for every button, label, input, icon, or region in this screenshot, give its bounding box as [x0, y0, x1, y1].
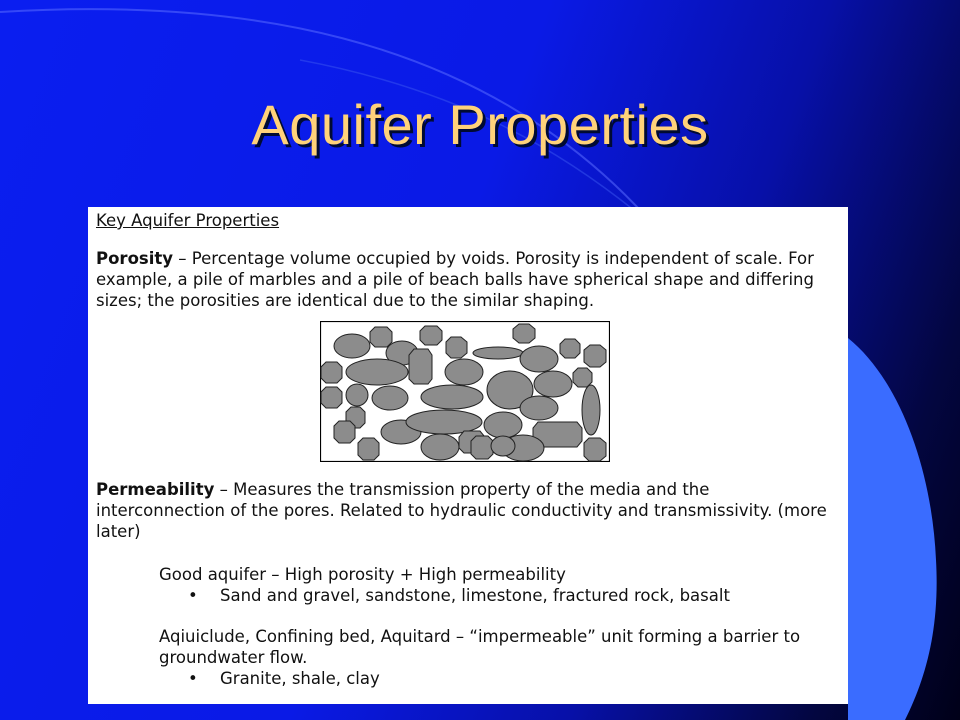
permeability-paragraph — [96, 479, 840, 542]
content-panel — [88, 207, 848, 704]
permeability-text: – Measures the transmission property of the media and the interconnection of the pores. Related to hydraulic conductivity and transmissivity. (more later) — [96, 480, 827, 541]
bullet-dot: • — [188, 586, 198, 605]
slide-title: Aquifer Properties — [251, 93, 709, 156]
panel-heading: Key Aquifer Properties — [96, 211, 280, 230]
porosity-text: – Percentage volume occupied by voids. Porosity is independent of scale. For example, a pile of marbles and a pile of beach balls have spherical shape and differing sizes; the porosities are identical due to the similar shaping. — [96, 249, 814, 310]
good-aquifer-examples: Sand and gravel, sandstone, limestone, fractured rock, basalt — [220, 586, 730, 605]
aquiclude-bullet — [188, 668, 840, 689]
permeability-term: Permeability — [96, 480, 215, 499]
aquiclude-line: Aqiuiclude, Confining bed, Aquitard – “impermeable” unit forming a barrier to groundwater flow. — [159, 627, 801, 667]
good-aquifer-line: Good aquifer – High porosity + High permeability — [159, 565, 566, 584]
good-aquifer-bullet — [188, 585, 840, 606]
aquiclude-examples: Granite, shale, clay — [220, 669, 380, 688]
grain-group — [321, 324, 606, 461]
decor-blue-curve — [848, 338, 937, 720]
porosity-paragraph — [96, 248, 840, 311]
porosity-grains-figure — [320, 321, 610, 462]
porosity-term: Porosity — [96, 249, 174, 268]
bullet-dot: • — [188, 669, 198, 688]
